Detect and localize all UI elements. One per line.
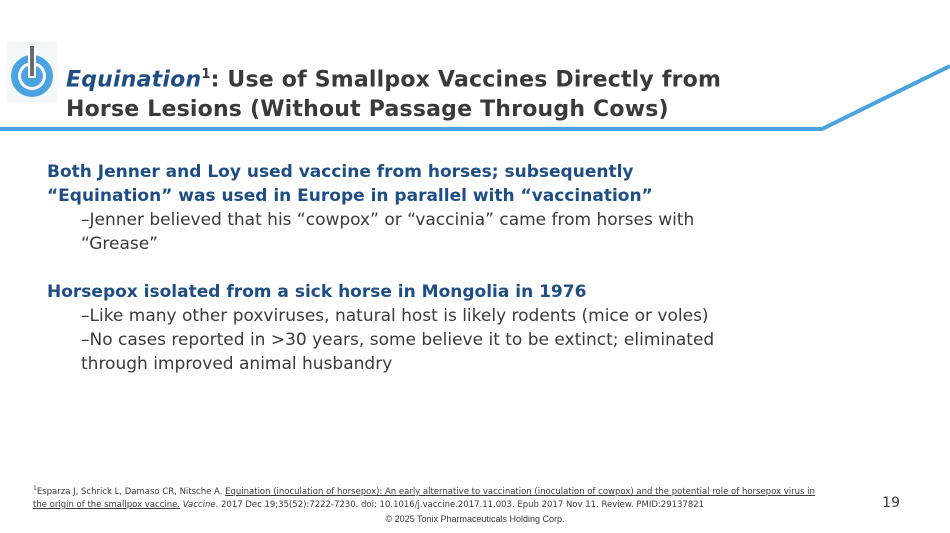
slide-body: [47, 160, 927, 376]
sub-bullet-1: [47, 208, 927, 256]
sub-bullet-3: [47, 328, 927, 376]
copyright-notice: © 2025 Tonix Pharmaceuticals Holding Corp.: [385, 514, 565, 524]
company-logo: [7, 42, 57, 102]
sub-bullet-1-line1: –Jenner believed that his “cowpox” or “vaccinia” came from horses with: [81, 210, 695, 230]
sub-bullet-3-line2: through improved animal husbandry: [81, 354, 393, 374]
footnote-journal: Vaccine: [182, 499, 216, 510]
bullet-heading-1-line1: Both Jenner and Loy used vaccine from horses; subsequently: [47, 162, 634, 182]
footnote-authors: Esparza J, Schrick L, Damaso CR, Nitsche A.: [36, 486, 226, 497]
power-button-logo-icon: [7, 42, 57, 102]
footnote-citation: [33, 482, 873, 512]
footnote-article-link-line1[interactable]: Equination (inoculation of horsepox): An early alternative to vaccination (inoculation of cowpox) and the potential role of horsepox virus in: [225, 486, 815, 497]
footnote-citation-details: . 2017 Dec 19;35(52):7222-7230. doi: 10.1016/j.vaccine.2017.11.003. Epub 2017 Nov 11. Review. PMID:29137821: [215, 499, 705, 510]
slide-title: [66, 60, 721, 125]
page-number: 19: [882, 495, 900, 511]
title-line1-rest: : Use of Smallpox Vaccines Directly from: [210, 67, 722, 93]
footnote-article-link-line2[interactable]: the origin of the smallpox vaccine.: [33, 499, 181, 510]
title-footnote-marker: 1: [201, 67, 211, 82]
footnote-marker: 1: [33, 485, 37, 492]
sub-bullet-1-line2: “Grease”: [81, 234, 158, 254]
title-emphasis: Equination: [66, 67, 202, 93]
sub-bullet-3-line1: –No cases reported in >30 years, some believe it to be extinct; eliminated: [81, 330, 715, 350]
title-line2: Horse Lesions (Without Passage Through Cows): [66, 97, 669, 123]
bullet-heading-1-line2: “Equination” was used in Europe in parallel with “vaccination”: [47, 186, 653, 206]
bullet-heading-2: Horsepox isolated from a sick horse in Mongolia in 1976: [47, 282, 587, 302]
sub-bullet-2: –Like many other poxviruses, natural host is likely rodents (mice or voles): [81, 306, 709, 326]
bullet-heading-1: [47, 160, 927, 208]
